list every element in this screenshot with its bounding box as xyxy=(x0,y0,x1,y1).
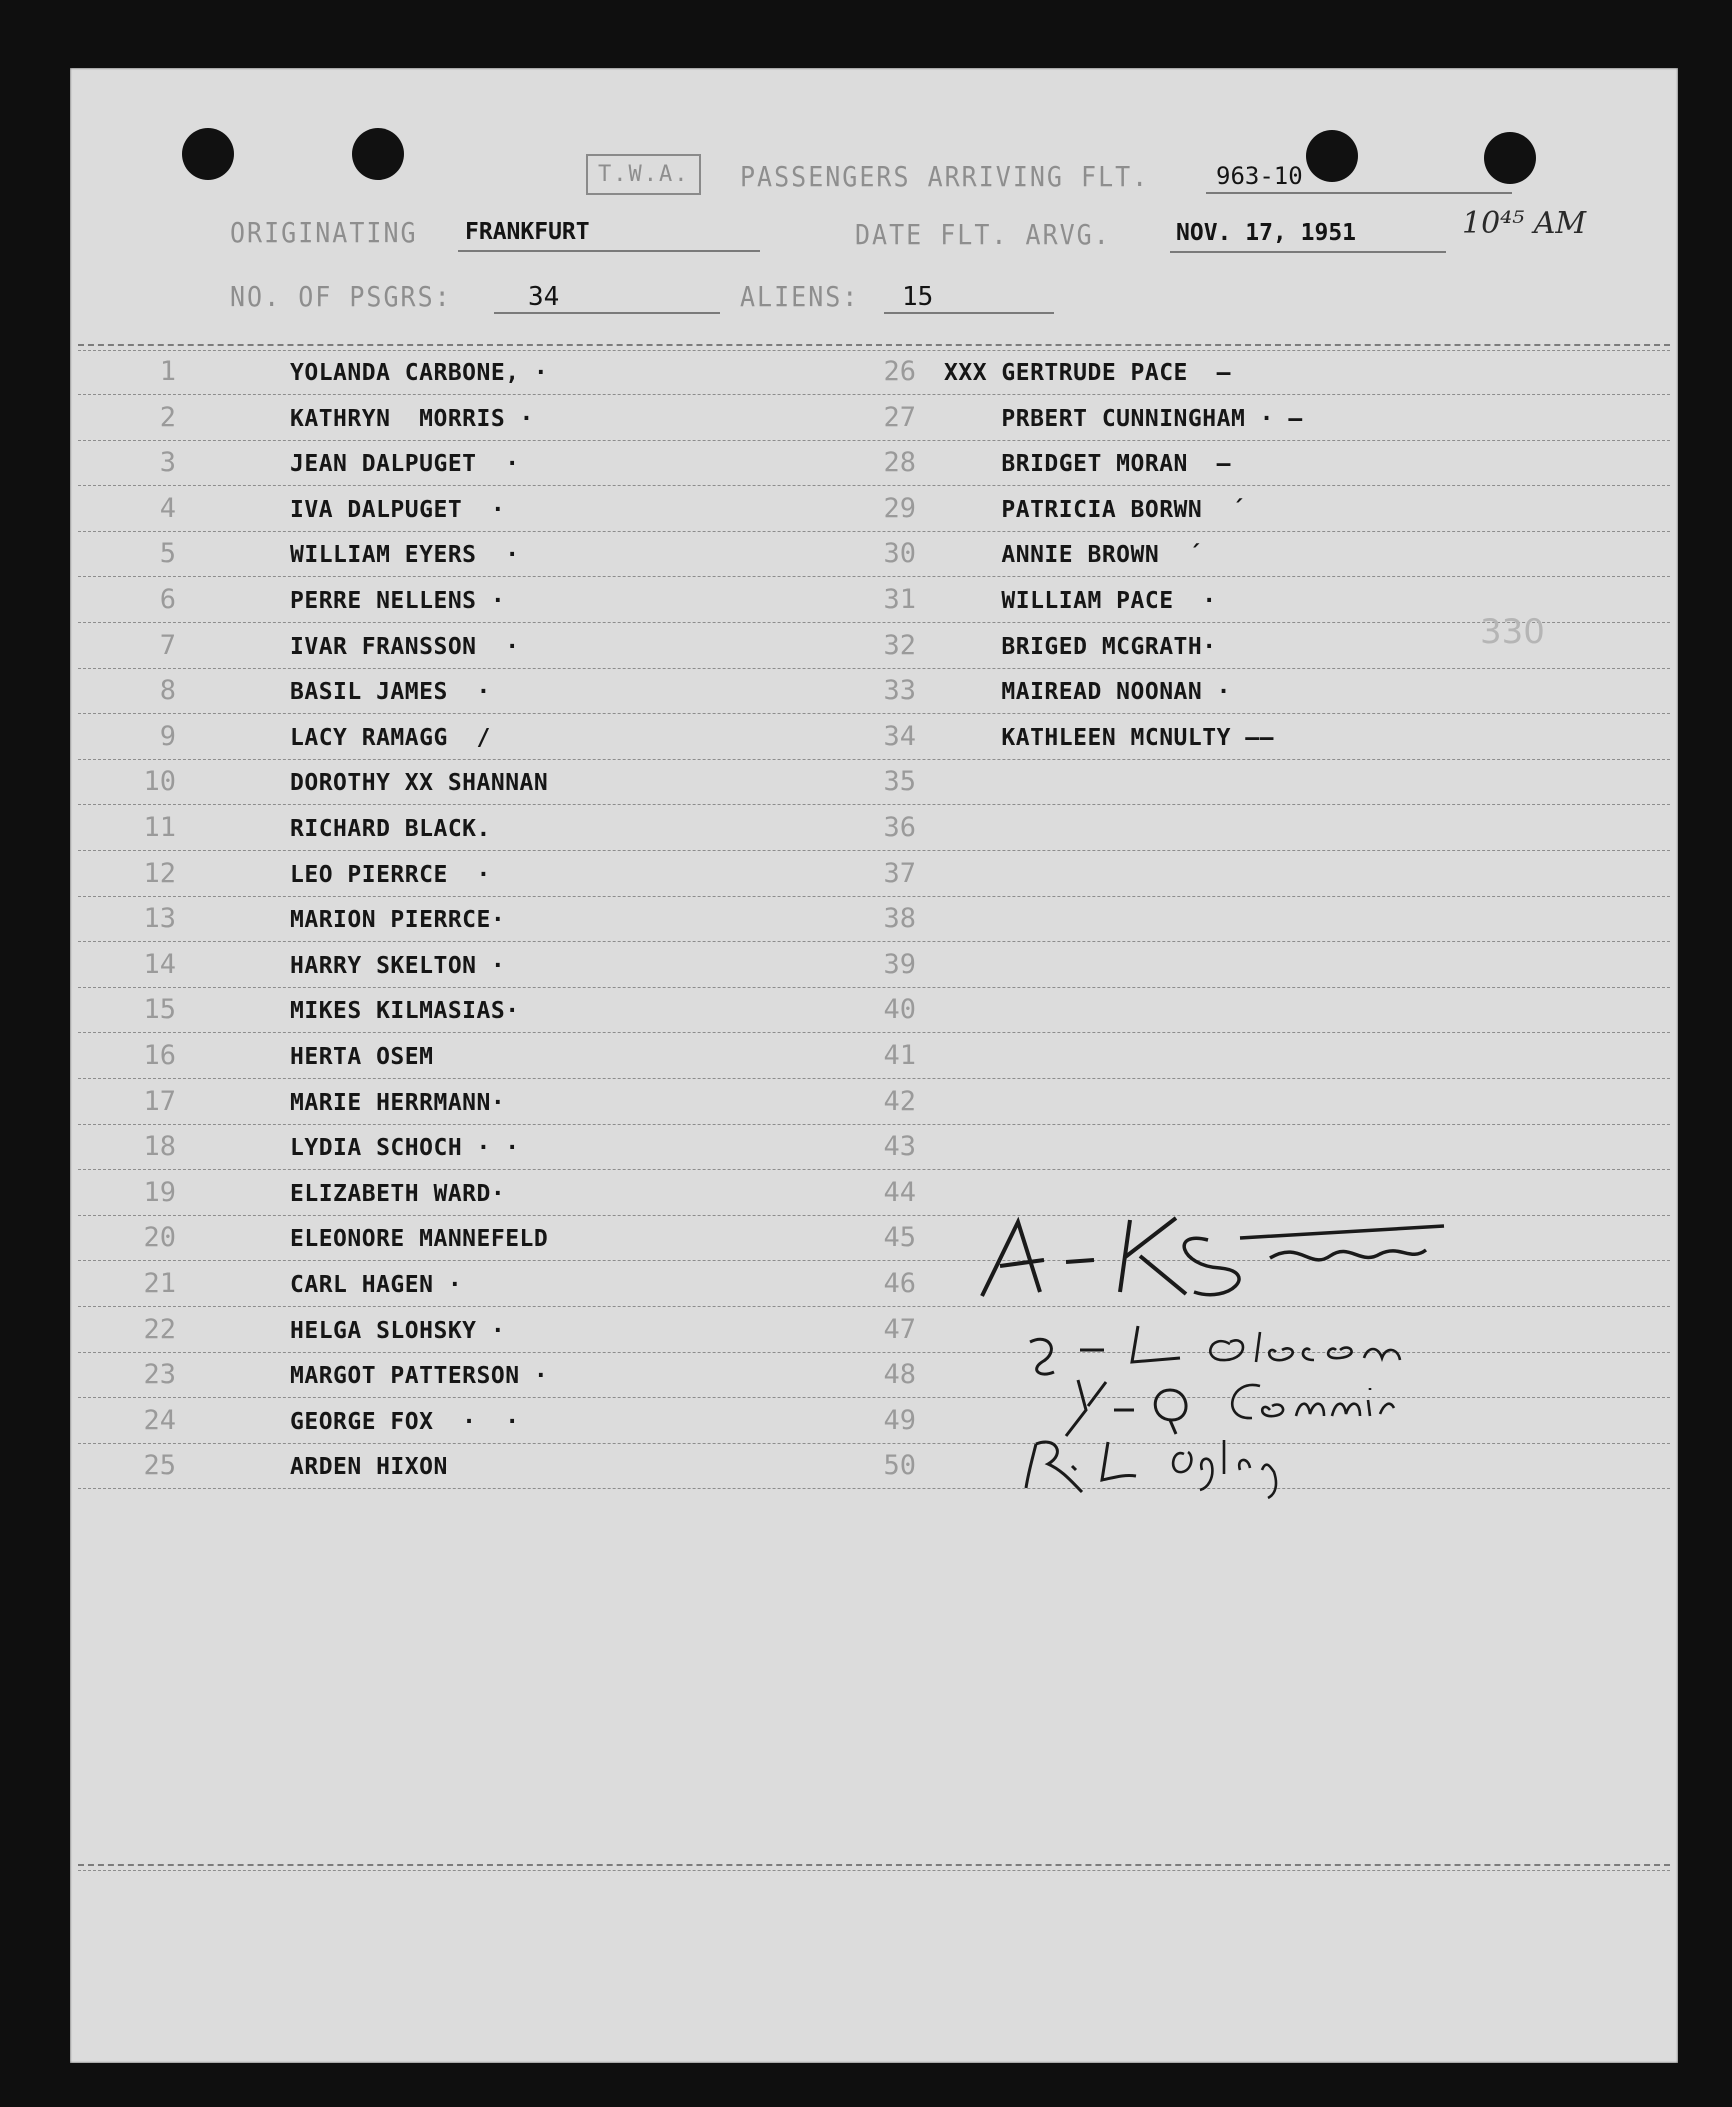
row-number-left: 15 xyxy=(143,994,176,1026)
row-number-right: 36 xyxy=(883,812,916,843)
passenger-name-left: RICHARD BLACK. xyxy=(290,816,491,842)
passenger-name-left: ARDEN HIXON xyxy=(290,1454,448,1481)
aliens-value: 15 xyxy=(902,282,934,312)
row-number-left: 17 xyxy=(143,1085,176,1117)
row-number-left: 19 xyxy=(143,1176,176,1208)
row-number-right: 40 xyxy=(883,994,916,1026)
flight-number: 963-10 xyxy=(1216,162,1303,190)
passenger-name-left: MIKES KILMASIAS· xyxy=(290,998,520,1025)
passenger-name-right: XXX GERTRUDE PACE — xyxy=(944,360,1231,386)
psgrs-value: 34 xyxy=(528,282,560,312)
punch-hole-4 xyxy=(1484,132,1536,184)
row-number-left: 4 xyxy=(159,492,176,524)
passenger-name-left: CARL HAGEN · xyxy=(290,1272,463,1298)
row-number-right: 43 xyxy=(883,1131,916,1163)
punch-hole-3 xyxy=(1306,130,1358,182)
passenger-name-right: MAIREAD NOONAN · xyxy=(944,679,1231,706)
row-number-right: 32 xyxy=(883,629,916,661)
row-number-left: 1 xyxy=(159,356,176,387)
passenger-name-left: PERRE NELLENS · xyxy=(290,588,506,614)
signature-1 xyxy=(970,1200,1530,1310)
passenger-name-left: ELEONORE MANNEFELD xyxy=(290,1226,549,1253)
row-number-left: 23 xyxy=(143,1359,176,1391)
row-number-left: 24 xyxy=(143,1404,176,1436)
passenger-name-left: YOLANDA CARBONE, · xyxy=(290,360,549,386)
row-number-right: 28 xyxy=(883,447,916,479)
passenger-name-right: PRBERT CUNNINGHAM · — xyxy=(944,405,1303,432)
row-number-right: 27 xyxy=(883,401,916,433)
row-number-left: 14 xyxy=(143,948,176,980)
title-label: PASSENGERS ARRIVING FLT. xyxy=(740,160,1150,193)
passenger-name-left: KATHRYN MORRIS · xyxy=(290,405,534,432)
originating-value: FRANKFURT xyxy=(465,219,590,245)
row-number-left: 16 xyxy=(143,1040,176,1071)
row-number-left: 22 xyxy=(143,1313,176,1345)
row-number-right: 37 xyxy=(883,857,916,889)
row-number-right: 26 xyxy=(883,356,916,387)
passenger-name-left: WILLIAM EYERS · xyxy=(290,542,520,569)
row-number-left: 9 xyxy=(159,720,176,752)
row-number-left: 3 xyxy=(159,447,176,479)
row-number-left: 20 xyxy=(143,1222,176,1254)
row-number-right: 47 xyxy=(883,1313,916,1345)
passenger-name-left: MARIE HERRMANN· xyxy=(290,1089,506,1116)
passenger-name-right: BRIGED MCGRATH· xyxy=(944,633,1217,660)
passenger-name-left: IVAR FRANSSON · xyxy=(290,633,520,660)
passenger-name-right: WILLIAM PACE · xyxy=(944,588,1217,614)
passenger-name-left: HERTA OSEM xyxy=(290,1044,434,1070)
row-number-right: 39 xyxy=(883,948,916,980)
arrival-time-note: 10⁴⁵ AM xyxy=(1462,206,1587,241)
manifest-sheet xyxy=(70,68,1678,2063)
row-number-left: 6 xyxy=(159,584,176,615)
passenger-name-left: BASIL JAMES · xyxy=(290,679,491,706)
row-number-right: 31 xyxy=(883,584,916,615)
row-number-left: 10 xyxy=(143,766,176,798)
row-number-right: 42 xyxy=(883,1085,916,1117)
passenger-name-left: MARION PIERRCE· xyxy=(290,907,506,934)
row-number-left: 25 xyxy=(143,1450,176,1482)
passenger-name-left: MARGOT PATTERSON · xyxy=(290,1363,549,1390)
signature-4 xyxy=(1012,1430,1332,1510)
row-number-right: 30 xyxy=(883,538,916,570)
passenger-name-left: JEAN DALPUGET · xyxy=(290,451,520,478)
row-number-right: 34 xyxy=(883,720,916,752)
aliens-label: ALIENS: xyxy=(740,280,860,313)
passenger-name-left: ELIZABETH WARD· xyxy=(290,1180,506,1207)
row-number-left: 7 xyxy=(159,629,176,661)
row-number-right: 48 xyxy=(883,1359,916,1391)
row-number-left: 18 xyxy=(143,1131,176,1163)
date-value: NOV. 17, 1951 xyxy=(1176,220,1357,246)
row-number-right: 44 xyxy=(883,1176,916,1208)
passenger-name-left: IVA DALPUGET · xyxy=(290,496,506,523)
row-number-right: 35 xyxy=(883,766,916,798)
originating-label: ORIGINATING xyxy=(230,216,418,249)
row-number-right: 49 xyxy=(883,1404,916,1436)
passenger-name-left: GEORGE FOX · · xyxy=(290,1408,520,1435)
passenger-name-left: LYDIA SCHOCH · · xyxy=(290,1135,520,1162)
row-number-right: 38 xyxy=(883,903,916,935)
passenger-name-left: DOROTHY XX SHANNAN xyxy=(290,770,549,797)
passenger-name-right: ANNIE BROWN ´ xyxy=(944,542,1203,569)
row-number-right: 29 xyxy=(883,492,916,524)
carrier-box: T.W.A. xyxy=(586,154,701,195)
passenger-name-left: HARRY SKELTON · xyxy=(290,952,506,979)
row-number-left: 13 xyxy=(143,903,176,935)
row-number-left: 8 xyxy=(159,675,176,707)
row-number-left: 12 xyxy=(143,857,176,889)
passenger-name-left: LACY RAMAGG / xyxy=(290,724,491,751)
passenger-name-right: KATHLEEN MCNULTY —— xyxy=(944,724,1274,751)
row-number-left: 5 xyxy=(159,538,176,570)
row-number-right: 45 xyxy=(883,1222,916,1254)
row-number-left: 11 xyxy=(143,812,176,843)
row-number-left: 2 xyxy=(159,401,176,433)
passenger-name-left: LEO PIERRCE · xyxy=(290,861,491,888)
row-number-right: 33 xyxy=(883,675,916,707)
passenger-name-right: BRIDGET MORAN — xyxy=(944,451,1231,478)
passenger-name-left: HELGA SLOHSKY · xyxy=(290,1317,506,1344)
pencil-mark: 330 xyxy=(1480,612,1545,652)
passenger-name-right: PATRICIA BORWN ´ xyxy=(944,496,1246,523)
row-number-left: 21 xyxy=(143,1268,176,1299)
punch-hole-1 xyxy=(182,128,234,180)
date-label: DATE FLT. ARVG. xyxy=(855,218,1111,251)
row-number-right: 50 xyxy=(883,1450,916,1482)
row-number-right: 46 xyxy=(883,1268,916,1299)
psgrs-label: NO. OF PSGRS: xyxy=(230,280,452,313)
punch-hole-2 xyxy=(352,128,404,180)
row-number-right: 41 xyxy=(883,1040,916,1071)
